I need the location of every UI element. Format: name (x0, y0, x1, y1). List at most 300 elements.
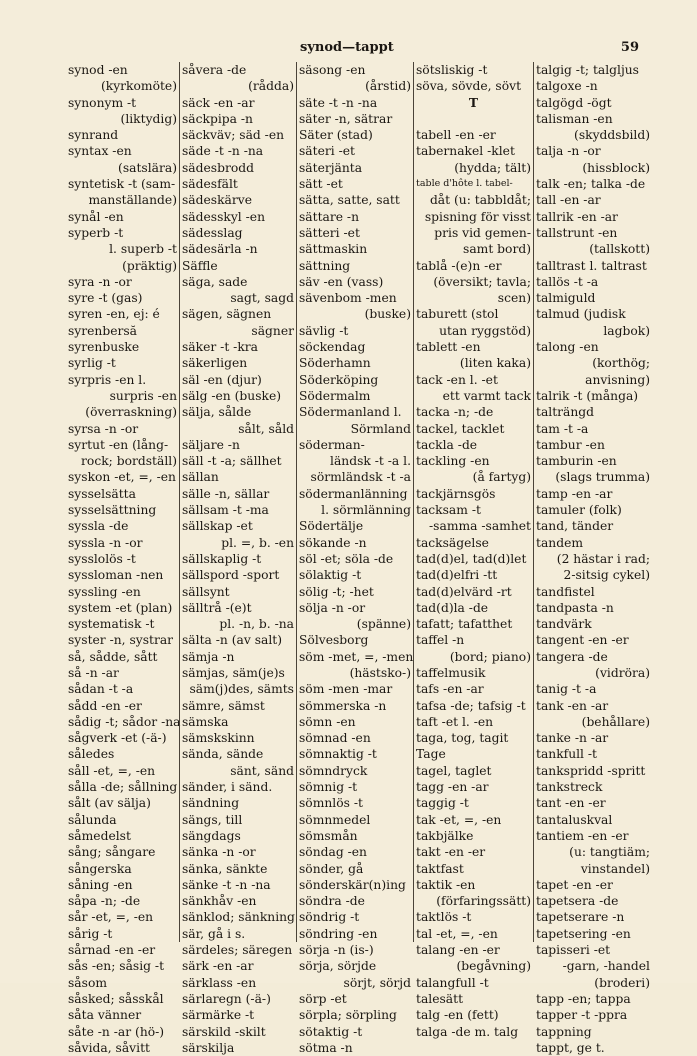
entry-line: syre -t (gas) (68, 291, 143, 306)
entry-line: Södertälje (299, 519, 364, 534)
entry-line: sällskap -et (182, 519, 253, 534)
entry-line: sölja -n -or (299, 600, 366, 615)
entry-line: sörpla; sörpling (299, 1008, 397, 1023)
entry-line: Tage (416, 747, 446, 762)
entry-line: takt -en -er (416, 845, 486, 860)
entry-line: sällan (182, 470, 219, 485)
entry-line: sås -en; såsig -t (68, 959, 165, 974)
entry-line: syssla -de (68, 519, 129, 534)
entry-line: tad(d)la -de (416, 600, 489, 615)
entry-line: sända, sände (182, 747, 264, 762)
entry-line: talgoxe -n (536, 79, 598, 94)
entry-line: sänder, i sänd. (182, 780, 273, 795)
entry-line: söckendag (299, 340, 366, 355)
entry-line: sänklod; sänkning (182, 910, 295, 925)
entry-line: (hästsko-) (349, 665, 411, 680)
entry-line: sönder, gå (299, 861, 364, 876)
entry-line: talangfull -t (416, 975, 489, 990)
entry-line: (hydda; tält) (454, 160, 531, 175)
entry-line: taburett (stol (416, 307, 499, 322)
entry-line: sådan -t -a (68, 682, 134, 697)
entry-line: säv -en (vass) (299, 274, 384, 289)
entry-line: syrsa -n -or (68, 421, 139, 436)
entry-line: tallös -t -a (536, 274, 599, 289)
entry-line: systematisk -t (68, 617, 155, 632)
entry-line: sår -et, =, -en (68, 910, 154, 925)
entry-line: sörmländsk -t -a (310, 470, 411, 485)
entry-line: taktik -en (416, 877, 476, 892)
entry-line: tabell -en -er (416, 128, 496, 143)
entry-line: taggig -t (416, 796, 469, 811)
entry-line: säterjänta (299, 160, 363, 175)
entry-line: anvisning) (585, 372, 650, 387)
entry-line: säker -t -kra (182, 340, 258, 355)
entry-line: tacka -n; -de (416, 405, 494, 420)
entry-line: lagbok) (603, 323, 650, 338)
entry-line: tad(d)elfri -tt (416, 568, 498, 583)
entry-line: sårig -t (68, 926, 113, 941)
entry-line: säl -en (djur) (182, 372, 262, 387)
entry-line: tangera -de (536, 649, 608, 664)
entry-line: rock; bordställ) (81, 454, 177, 469)
entry-line: sång; sångare (68, 845, 156, 860)
entry-line: såvida, såvitt (68, 1040, 150, 1055)
entry-line: syssloman -nen (68, 568, 164, 583)
entry-line: sänkhåv -en (182, 894, 257, 909)
entry-line: tamburin -en (536, 454, 617, 469)
entry-line: säckväv; säd -en (182, 128, 285, 143)
entry-line: taffel -n (416, 633, 465, 648)
entry-line: tapisseri -et (536, 943, 611, 958)
entry-line: så -n -ar (68, 665, 119, 680)
entry-line: sångerska (68, 861, 132, 876)
entry-line: sälta -n (av salt) (182, 633, 283, 648)
entry-line: särskild -skilt (182, 1024, 266, 1039)
entry-line: säteri -et (299, 144, 355, 159)
entry-line: (kyrkomöte) (100, 79, 177, 94)
entry-line: sömnaktig -t (299, 747, 377, 762)
entry-line: tafatt; tafatthet (416, 617, 513, 632)
column-4 (413, 62, 533, 1039)
entry-line: synål -en (68, 209, 124, 224)
entry-line: syntax -en (68, 144, 132, 159)
entry-line: tapetsering -en (536, 926, 631, 941)
entry-line: Sölvesborg (299, 633, 369, 648)
entry-line: sömnmedel (299, 812, 371, 827)
entry-line: tablå -(e)n -er (416, 258, 502, 273)
entry-line: syrenbuske (68, 340, 140, 355)
entry-line: tackla -de (416, 437, 478, 452)
entry-line: sysselsättning (68, 503, 157, 518)
entry-line: tallrik -en -ar (536, 209, 618, 224)
entry-line: Söderhamn (299, 356, 371, 371)
entry-line: tak -et, =, -en (416, 812, 502, 827)
entry-line: sörja, sörjde (299, 959, 377, 974)
entry-line: såsked; såsskål (68, 991, 164, 1006)
guide-words: synod—tappt (300, 40, 394, 55)
entry-line: syrtut -en (lång- (68, 437, 169, 452)
entry-line: talja -n -or (536, 144, 601, 159)
entry-line: sömn -en (299, 714, 356, 729)
entry-line: talmiguld (536, 291, 596, 306)
entry-line: sädesslag (182, 225, 243, 240)
entry-line: sölig -t; -het (299, 584, 374, 599)
entry-line: säm(j)des, sämts (189, 682, 294, 697)
entry-line: sägen, sägnen (182, 307, 272, 322)
entry-line: (rådda) (248, 79, 294, 94)
entry-line: sagt, sagd (230, 291, 294, 306)
entry-line: tambur -en (536, 437, 605, 452)
entry-line: tand, tänder (536, 519, 614, 534)
entry-line: säde -t -n -na (182, 144, 264, 159)
entry-line: talmud (judisk (536, 307, 626, 322)
entry-line: tantaluskval (536, 812, 613, 827)
entry-line: talang -en -er (416, 943, 500, 958)
entry-line: (satslära) (118, 160, 177, 175)
entry-line: dåt (u: tabbldåt; (429, 193, 531, 208)
entry-line: tapet -en -er (536, 877, 613, 892)
entry-line: säll -t -a; sällhet (182, 454, 282, 469)
entry-line: syster -n, systrar (68, 633, 174, 648)
entry-line: (bord; piano) (449, 649, 531, 664)
entry-line: tam -t -a (536, 421, 589, 436)
entry-line: tackjärnsgös (416, 486, 496, 501)
entry-line: såta vänner (68, 1008, 142, 1023)
entry-line: ett varmt tack (442, 388, 531, 403)
entry-line: tackling -en (416, 454, 490, 469)
entry-line: talong -en (536, 340, 599, 355)
entry-line: således (68, 747, 115, 762)
entry-line: sädeskärve (182, 193, 252, 208)
entry-line: sötma -n (299, 1040, 353, 1055)
entry-line: söm -men -mar (299, 682, 393, 697)
entry-line: sådig -t; sådor -na (68, 714, 181, 729)
entry-line: ländsk -t -a l. (330, 454, 411, 469)
entry-line: synod -en (68, 63, 128, 77)
entry-line: söndra -de (299, 894, 365, 909)
entry-line: takbjälke (416, 828, 474, 843)
entry-line: tankstreck (536, 780, 603, 795)
entry-line: tacksam -t (416, 503, 481, 518)
entry-line: sömnig -t (299, 780, 358, 795)
entry-line: vinstandel) (580, 861, 650, 876)
entry-line: (vidröra) (595, 665, 650, 680)
entry-line: säte -t -n -na (299, 95, 378, 110)
entry-line: särklass -en (182, 975, 257, 990)
entry-line: (liten kaka) (459, 356, 531, 371)
entry-line: såvera -de (182, 63, 247, 77)
entry-line: T (468, 94, 479, 110)
entry-line: särmärke -t (182, 1008, 255, 1023)
entry-line: tapetserare -n (536, 910, 625, 925)
entry-line: taft -et l. -en (416, 714, 494, 729)
entry-line: syperb -t (68, 225, 124, 240)
entry-line: sömndryck (299, 763, 368, 778)
entry-line: Säter (stad) (299, 128, 373, 143)
entry-line: söndrig -t (299, 910, 360, 925)
entry-line: tandfistel (536, 584, 595, 599)
page-number: 59 (620, 40, 639, 55)
entry-line: sämre, sämst (182, 698, 265, 713)
entry-line: syskon -et, =, -en (68, 470, 176, 485)
entry-line: Sörmland (350, 421, 411, 436)
entry-line: -samma -samhet (429, 519, 531, 534)
column-2 (179, 62, 296, 1055)
entry-line: söndring -en (299, 926, 378, 941)
entry-line: tagg -en -ar (416, 780, 489, 795)
entry-line: så, sådde, sått (68, 649, 158, 664)
entry-line: sägner (251, 323, 294, 338)
entry-line: tad(d)el, tad(d)let (416, 551, 527, 566)
entry-line: sänke -t -n -na (182, 877, 271, 892)
entry-line: Södermalm (299, 388, 371, 403)
entry-line: säter -n, sätrar (299, 111, 393, 126)
entry-line: söm -met, =, -men (299, 649, 414, 664)
column-5 (533, 62, 652, 1055)
entry-line: tamp -en -ar (536, 486, 613, 501)
entry-line: l. superb -t (109, 242, 177, 257)
entry-line: taktfast (416, 861, 464, 876)
entry-line: sörjt, sörjd (343, 975, 411, 990)
entry-line: -garn, -handel (562, 959, 650, 974)
entry-line: tafs -en -ar (416, 682, 484, 697)
entry-line: tankfull -t (536, 747, 597, 762)
entry-line: pl. =, b. -en (221, 535, 294, 550)
entry-line: sälltrå -(e)t (182, 600, 252, 615)
entry-line: utan ryggstöd) (439, 323, 531, 338)
entry-line: sålunda (68, 812, 117, 827)
entry-line: sörp -et (299, 991, 347, 1006)
entry-line: tantiem -en -er (536, 828, 629, 843)
entry-line: sävlig -t (299, 323, 349, 338)
entry-line: såpa -n; -de (68, 894, 141, 909)
entry-line: taktlös -t (416, 910, 472, 925)
entry-line: tankspridd -spritt (536, 763, 646, 778)
entry-line: sädesskyl -en (182, 209, 266, 224)
entry-line: surpris -en (109, 388, 177, 403)
entry-line: (å fartyg) (472, 470, 531, 485)
entry-line: sålt (av sälja) (68, 796, 151, 811)
entry-line: syrenbersă (68, 323, 138, 338)
entry-line: sölaktig -t (299, 568, 362, 583)
entry-line: sörja -n (is-) (299, 943, 374, 958)
entry-line: söva, sövde, sövt (416, 79, 522, 94)
entry-line: syren -en, ej: é (68, 307, 160, 322)
column-3 (296, 62, 414, 1055)
entry-line: sådd -en -er (68, 698, 142, 713)
entry-line: tack -en l. -et (416, 372, 498, 387)
entry-line: sålt, såld (238, 421, 294, 436)
entry-line: säkerligen (182, 356, 248, 371)
entry-line: sömmerska -n (299, 698, 387, 713)
entry-line: (korthög; (592, 356, 650, 371)
entry-line: talk -en; talka -de (536, 177, 646, 192)
entry-line: syntetisk -t (sam- (68, 177, 176, 192)
entry-columns (66, 62, 652, 1055)
entry-line: särdeles; säregen (182, 943, 293, 958)
entry-line: tamuler (folk) (536, 503, 622, 518)
entry-line: talisman -en (536, 111, 613, 126)
entry-line: sämjas, säm(je)s (182, 665, 285, 680)
entry-line: tapper -t -ppra (536, 1008, 628, 1023)
entry-line: sämja -n (182, 649, 235, 664)
entry-line: (broderi) (594, 975, 650, 990)
entry-line: l. sörmlänning (321, 503, 411, 518)
entry-line: (skyddsbild) (574, 128, 650, 143)
entry-line: sömnlös -t (299, 796, 363, 811)
entry-line: syra -n -or (68, 274, 132, 289)
entry-line: talga -de m. talg (416, 1024, 519, 1039)
entry-line: (hissblock) (582, 160, 650, 175)
entry-line: (behållare) (581, 714, 650, 729)
entry-line: tanke -n -ar (536, 731, 609, 746)
entry-line: sålla -de; sållning (68, 780, 178, 795)
entry-line: sängdags (182, 828, 241, 843)
entry-line: samt bord) (463, 242, 531, 257)
entry-line: synonym -t (68, 95, 137, 110)
entry-line: system -et (plan) (68, 600, 173, 615)
entry-line: tablett -en (416, 340, 481, 355)
entry-line: säckpipa -n (182, 111, 253, 126)
entry-line: tal -et, =, -en (416, 926, 498, 941)
entry-line: pl. -n, b. -na (219, 617, 294, 632)
entry-line: söderman- (299, 437, 365, 452)
entry-line: tappt, ge t. (536, 1040, 605, 1055)
entry-line: talrik -t (många) (536, 388, 639, 403)
entry-line: sökande -n (299, 535, 367, 550)
entry-line: sämskskinn (182, 731, 255, 746)
entry-line: sättare -n (299, 209, 359, 224)
entry-line: synrand (68, 128, 119, 143)
entry-line: säck -en -ar (182, 95, 255, 110)
entry-line: tapetsera -de (536, 894, 619, 909)
entry-line: (översikt; tavla; (433, 274, 531, 289)
entry-line: tandpasta -n (536, 600, 614, 615)
entry-line: talltrast l. taltrast (536, 258, 647, 273)
entry-line: sänt, sänd (230, 763, 294, 778)
entry-line: tandvärk (536, 617, 592, 632)
entry-line: (förfaringssätt) (436, 894, 531, 909)
entry-line: södermanlänning (299, 486, 408, 501)
entry-line: sömsmån (299, 828, 358, 843)
entry-line: sällspord -sport (182, 568, 280, 583)
entry-line: tanig -t -a (536, 682, 597, 697)
entry-line: (överraskning) (85, 405, 177, 420)
entry-line: (u: tangtiäm; (569, 845, 650, 860)
entry-line: sätta, satte, satt (299, 193, 400, 208)
entry-line: talesätt (416, 991, 464, 1006)
entry-line: sänka -n -or (182, 845, 256, 860)
entry-line: särk -en -ar (182, 959, 254, 974)
entry-line: sysselsätta (68, 486, 136, 501)
entry-line: sötaktig -t (299, 1024, 363, 1039)
entry-line: tappning (536, 1024, 592, 1039)
entry-line: såll -et, =, -en (68, 763, 156, 778)
entry-line: (årstid) (365, 79, 411, 94)
entry-line: sårnad -en -er (68, 943, 156, 958)
entry-line: tapp -en; tappa (536, 991, 631, 1006)
entry-line: sömnad -en (299, 731, 371, 746)
entry-line: sötsliskig -t (416, 63, 488, 77)
entry-line: sängs, till (182, 812, 243, 827)
entry-line: tabernakel -klet (416, 144, 515, 159)
entry-line: (präktig) (122, 258, 177, 273)
entry-line: sättmaskin (299, 242, 368, 257)
entry-line: (spänne) (356, 617, 411, 632)
entry-line: sädesbrodd (182, 160, 254, 175)
entry-line: tangent -en -er (536, 633, 629, 648)
entry-line: särlaregn (-ä-) (182, 991, 271, 1006)
entry-line: sär, gå i s. (182, 926, 246, 941)
entry-line: scen) (497, 291, 531, 306)
entry-line: tallstrunt -en (536, 225, 618, 240)
page-header (0, 40, 697, 58)
entry-line: sönderskär(n)ing (299, 877, 406, 892)
entry-line: tant -en -er (536, 796, 606, 811)
entry-line: spisning för visst (424, 209, 531, 224)
entry-line: manställande) (88, 193, 177, 208)
entry-line: sändning (182, 796, 240, 811)
entry-line: sätteri -et (299, 225, 360, 240)
entry-line: syrpris -en l. (68, 372, 147, 387)
entry-line: (2 hästar i rad; (556, 551, 650, 566)
entry-line: sällsam -t -ma (182, 503, 269, 518)
entry-line: sälja, sålde (182, 405, 252, 420)
entry-line (416, 111, 531, 127)
entry-line: taffelmusik (416, 665, 486, 680)
entry-line: (slags trumma) (555, 470, 650, 485)
entry-line: syrlig -t (68, 356, 116, 371)
entry-line: (begåvning) (456, 959, 531, 974)
entry-line: (buske) (364, 307, 411, 322)
entry-line: (liktydig) (120, 111, 177, 126)
entry-line: tafsa -de; tafsig -t (416, 698, 526, 713)
entry-line: Säffle (182, 258, 218, 273)
entry-line: sälle -n, sällar (182, 486, 270, 501)
entry-line: tandem (536, 535, 584, 550)
entry-line: säga, sade (182, 274, 248, 289)
entry-line: sämska (182, 714, 229, 729)
entry-line: Söderköping (299, 372, 379, 387)
entry-line: syssling -en (68, 584, 141, 599)
column-1 (66, 62, 181, 1055)
entry-line: säsong -en (299, 63, 366, 77)
entry-line: tank -en -ar (536, 698, 609, 713)
entry-line: sättning (299, 258, 351, 273)
entry-line: taga, tog, tagit (416, 731, 509, 746)
entry-line: Södermanland l. (299, 405, 402, 420)
entry-line: talträngd (536, 405, 595, 420)
entry-line: tacksägelse (416, 535, 489, 550)
entry-line: söndag -en (299, 845, 367, 860)
entry-line: såning -en (68, 877, 133, 892)
entry-line: sällsynt (182, 584, 230, 599)
entry-line: talgig -t; talgljus (536, 63, 639, 77)
entry-line: sätt -et (299, 177, 343, 192)
entry-line: tall -en -ar (536, 193, 601, 208)
entry-line: sädesärla -n (182, 242, 258, 257)
entry-line: sågverk -et (-ä-) (68, 731, 167, 746)
entry-line: talgögd -ögt (536, 95, 612, 110)
entry-line: såsom (68, 975, 108, 990)
entry-line: sävenbom -men (299, 291, 397, 306)
entry-line: såte -n -ar (hö-) (68, 1024, 165, 1039)
entry-line: säljare -n (182, 437, 240, 452)
entry-line: talg -en (fett) (416, 1008, 499, 1023)
entry-line: table d'hôte l. tabel- (416, 178, 513, 190)
entry-line: särskilja (182, 1040, 235, 1055)
entry-line: söl -et; söla -de (299, 551, 394, 566)
